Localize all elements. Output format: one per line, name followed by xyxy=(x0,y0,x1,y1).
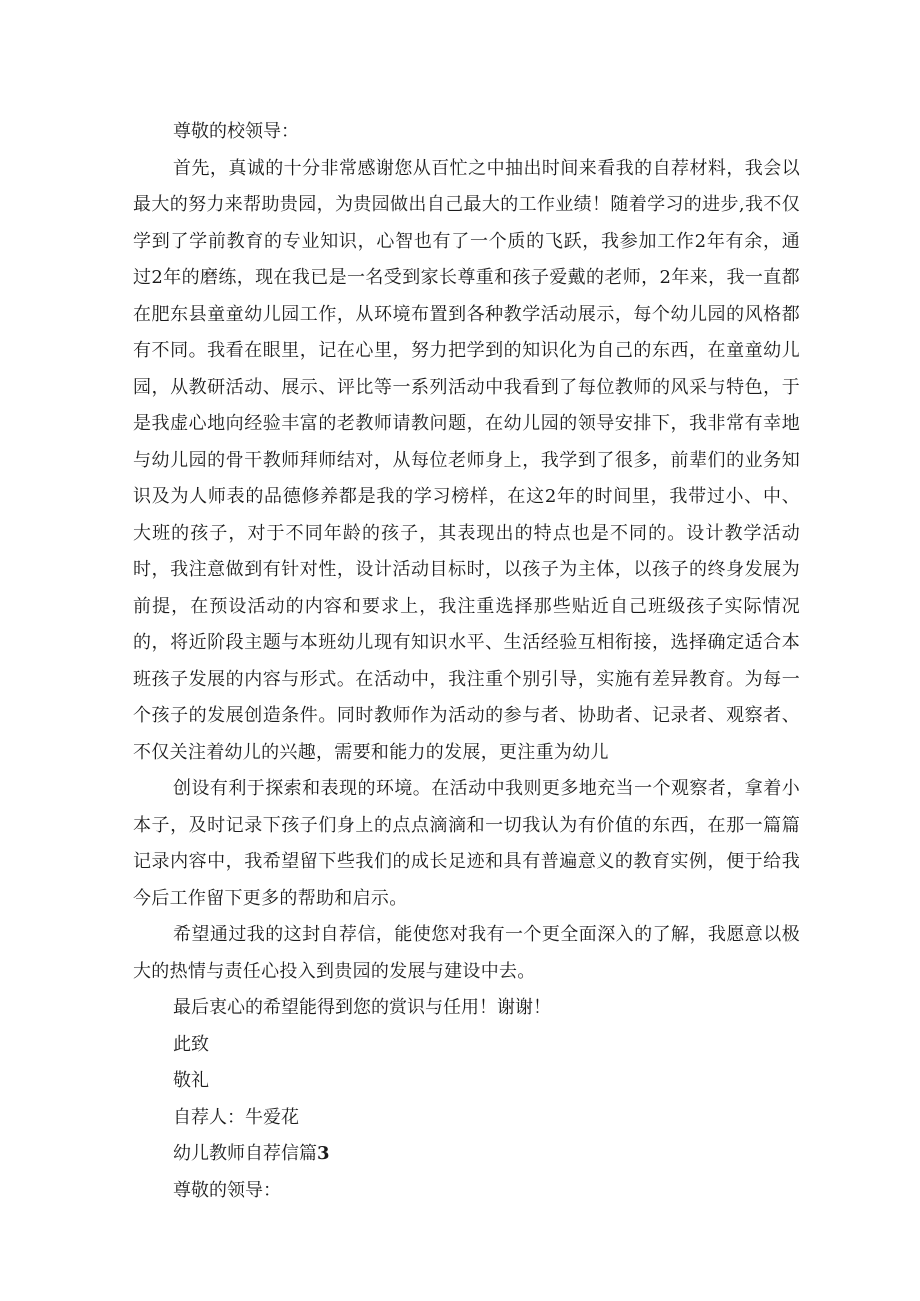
next-section-title-text: 幼儿教师自荐信篇 xyxy=(173,1143,317,1164)
next-section-title xyxy=(133,1136,800,1173)
paragraph-1: 首先，真诚的十分非常感谢您从百忙之中抽出时间来看我的自荐材料，我会以最大的努力来帮助贵园，为贵园做出自己最大的工作业绩！随着学习的进步,我不仅学到了学前教育的专业知识，心智也有了一个质的飞跃，我参加工作2年有余，通过2年的磨练，现在我已是一名受到家长尊重和孩子爱戴的老师，2年来，我一直都在肥东县童童幼儿园工作，从环境布置到各种教学活动展示，每个幼儿园的风格都有不同。我看在眼里，记在心里，努力把学到的知识化为自己的东西，在童童幼儿园，从教研活动、展示、评比等一系列活动中我看到了每位教师的风采与特色，于是我虚心地向经验丰富的老教师请教问题，在幼儿园的领导安排下，我非常有幸地与幼儿园的骨干教师拜师结对，从每位老师身上，我学到了很多，前辈们的业务知识及为人师表的品德修养都是我的学习榜样，在这2年的时间里，我带过小、中、大班的孩子，对于不同年龄的孩子，其表现出的特点也是不同的。设计教学活动时，我注意做到有针对性，设计活动目标时，以孩子为主体，以孩子的终身发展为前提，在预设活动的内容和要求上，我注重选择那些贴近自己班级孩子实际情况的，将近阶段主题与本班幼儿现有知识水平、生活经验互相衔接，选择确定适合本班孩子发展的内容与形式。在活动中，我注重个别引导，实施有差异教育。为每一个孩子的发展创造条件。同时教师作为活动的参与者、协助者、记录者、观察者、不仅关注着幼儿的兴趣，需要和能力的发展，更注重为幼儿 xyxy=(133,157,800,763)
paragraph-3: 希望通过我的这封自荐信，能使您对我有一个更全面深入的了解，我愿意以极大的热情与责任心投入到贵园的发展与建设中去。 xyxy=(133,924,800,982)
next-section-title-number: 3 xyxy=(317,1143,330,1164)
paragraph-2: 创设有利于探索和表现的环境。在活动中我则更多地充当一个观察者，拿着小本子，及时记录下孩子们身上的点点滴滴和一切我认为有价值的东西，在那一篇篇记录内容中，我希望留下些我们的成长足迹和具有普遍意义的教育实例，便于给我今后工作留下更多的帮助和启示。 xyxy=(133,778,800,909)
salutation: 尊敬的校领导： xyxy=(173,121,299,142)
closing-wish: 最后衷心的希望能得到您的赏识与任用！谢谢！ xyxy=(173,997,551,1018)
next-salutation: 尊敬的领导： xyxy=(173,1179,281,1201)
document-page xyxy=(133,114,800,1209)
closing-line-2: 敬礼 xyxy=(173,1070,209,1091)
closing-line-1: 此致 xyxy=(173,1033,209,1055)
signature: 自荐人：牛爱花 xyxy=(173,1106,299,1128)
